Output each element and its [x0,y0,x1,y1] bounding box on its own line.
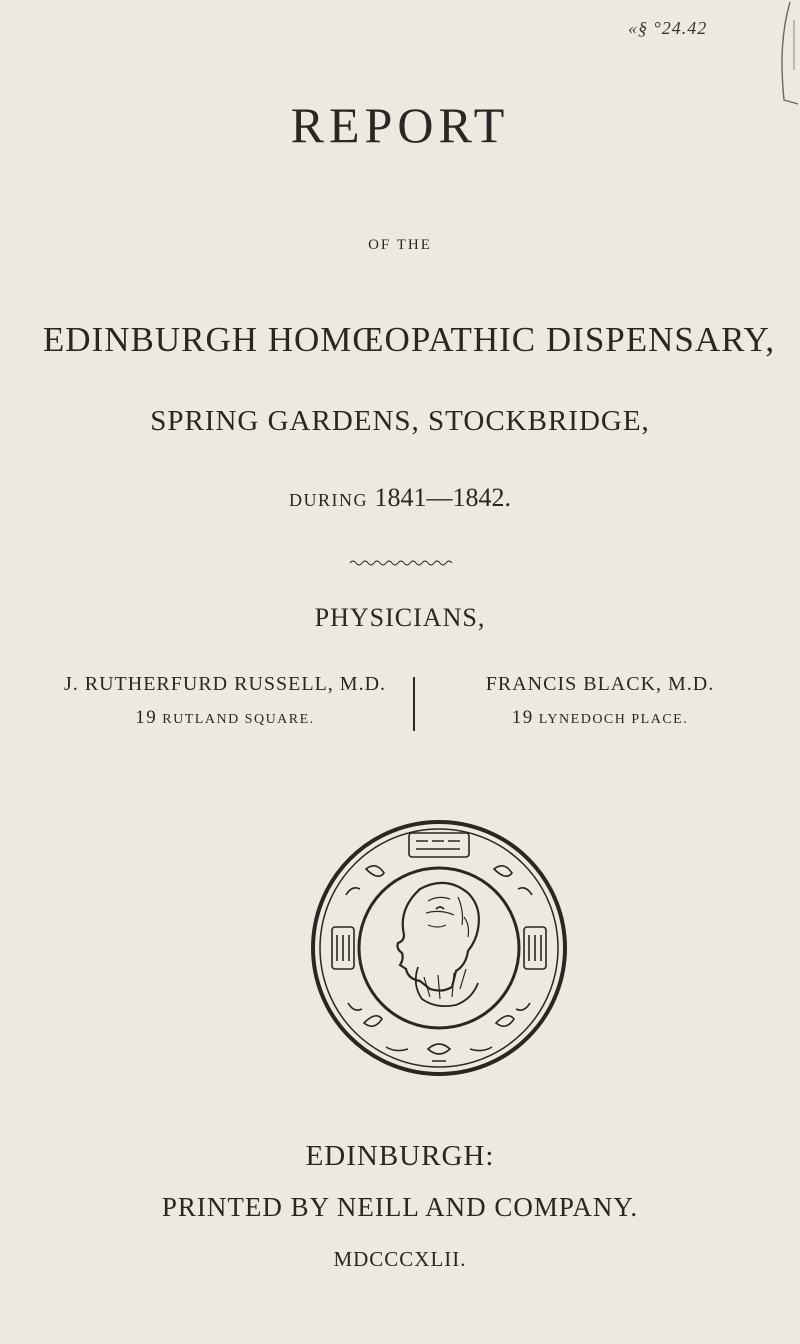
physician-address [40,707,410,729]
period-line [0,483,800,513]
shelfmark-annotation: «§ °24.42 [628,18,708,38]
institution-name: EDINBURGH HOMŒOPATHIC DISPENSARY, [42,320,776,359]
report-title: REPORT [290,97,510,153]
address-street: LYNEDOCH PLACE. [538,712,689,727]
imprint-year: MDCCCXLII. [333,1247,467,1271]
imprint-city: EDINBURGH: [305,1140,495,1172]
seal-portrait-profile [398,883,479,1006]
institution-location: SPRING GARDENS, STOCKBRIDGE, [150,405,650,437]
period-years: 1841—1842. [374,483,511,512]
of-the-line: OF THE [368,237,432,253]
physician-name: FRANCIS BLACK, M.D. [485,673,715,695]
address-number: 19 [511,707,534,728]
edge-pencil-mark [772,0,800,110]
physicians-heading: PHYSICIANS, [314,603,486,632]
physician-address [420,707,780,729]
address-number: 19 [135,707,158,728]
physician-name: J. RUTHERFURD RUSSELL, M.D. [63,673,387,695]
ornamental-wavy-rule [348,558,458,568]
imprint-printer: PRINTED BY NEILL AND COMPANY. [161,1192,639,1222]
column-divider [413,677,415,731]
address-street: RUTLAND SQUARE. [162,712,315,727]
period-word: DURING [289,490,368,510]
hahnemann-medallion-seal [308,817,570,1079]
